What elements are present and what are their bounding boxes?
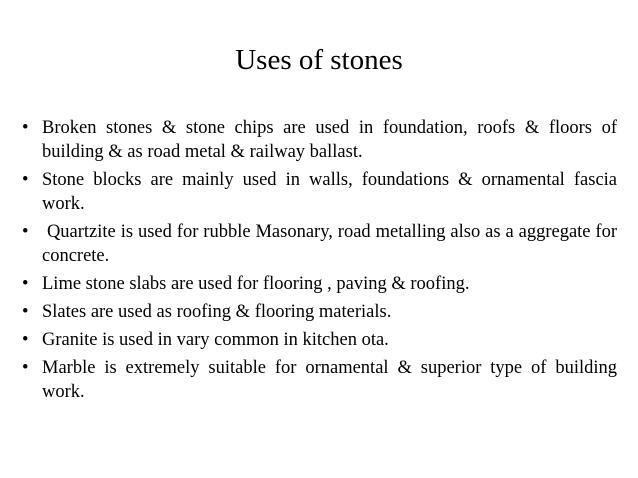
- bullet-item: [22, 328, 617, 352]
- bullet-text: Marble is extremely suitable for ornamental & superior type of building work.: [42, 358, 617, 402]
- bullet-item: [22, 168, 617, 216]
- bullet-list: [22, 116, 622, 408]
- bullet-text: Granite is used in vary common in kitchen ota.: [42, 330, 389, 350]
- bullet-icon: •: [22, 222, 29, 242]
- bullet-item: [22, 356, 617, 404]
- bullet-text: Broken stones & stone chips are used in foundation, roofs & floors of building & as road metal & railway ballast.: [42, 118, 617, 162]
- bullet-icon: •: [22, 358, 29, 378]
- bullet-item: [22, 116, 617, 164]
- bullet-item: [22, 220, 622, 268]
- bullet-icon: •: [22, 330, 29, 350]
- slide-title: Uses of stones: [235, 44, 403, 76]
- bullet-text: Slates are used as roofing & flooring materials.: [42, 302, 392, 322]
- bullet-text: Quartzite is used for rubble Masonary, road metalling also as a aggregate for concrete.: [42, 222, 622, 266]
- bullet-text: Stone blocks are mainly used in walls, foundations & ornamental fascia work.: [42, 170, 617, 214]
- bullet-item: [22, 272, 617, 296]
- bullet-text: Lime stone slabs are used for flooring , paving & roofing.: [42, 274, 470, 294]
- bullet-icon: •: [22, 170, 29, 190]
- bullet-item: [22, 300, 617, 324]
- bullet-icon: •: [22, 302, 29, 322]
- bullet-icon: •: [22, 118, 29, 138]
- bullet-icon: •: [22, 274, 29, 294]
